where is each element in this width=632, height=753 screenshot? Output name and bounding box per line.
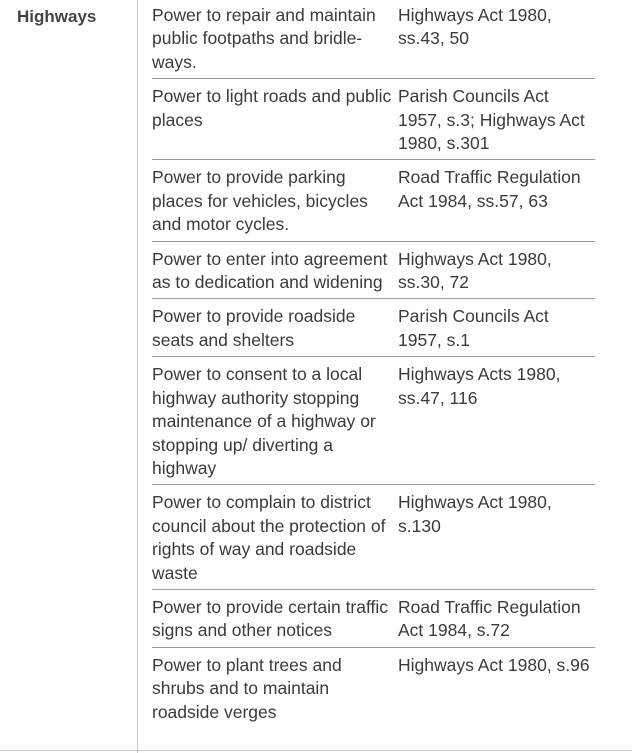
act-cell: Highways Act 1980, s.96	[398, 654, 590, 675]
column-divider	[137, 0, 138, 753]
power-cell: Power to provide parking places for vehicles, bicycles and motor cycles.	[152, 167, 368, 235]
power-cell: Power to consent to a local highway authority stopping maintenance of a highway or stopping up/ diverting a highway	[152, 364, 376, 478]
table-row	[152, 4, 595, 79]
act-cell: Highways Act 1980, s.130	[398, 492, 552, 536]
act-cell: Highways Act 1980, ss.30, 72	[398, 248, 552, 293]
table-row	[152, 363, 595, 485]
table-row	[152, 248, 595, 300]
act-cell: Parish Councils Act 1957, s.3; Highways Act 1980, s.301	[398, 86, 585, 154]
act-cell: Road Traffic Regulation Act 1984, ss.57, 63	[398, 167, 581, 211]
bottom-rule	[0, 750, 632, 751]
act-cell: Highways Acts 1980, ss.47, 116	[398, 364, 561, 408]
power-cell: Power to plant trees and shrubs and to maintain roadside verges	[152, 654, 342, 722]
powers-table	[152, 4, 595, 734]
table-row	[152, 85, 595, 160]
power-cell: Power to provide certain traffic signs and other notices	[152, 596, 389, 641]
power-cell: Power to provide roadside seats and shelters	[152, 306, 356, 350]
table-row	[152, 491, 595, 590]
power-cell: Power to complain to district council about the protection of rights of way and roadside waste	[152, 492, 386, 583]
power-cell: Power to light roads and public places	[152, 86, 392, 130]
table-row	[152, 166, 595, 241]
act-cell: Highways Act 1980, ss.43, 50	[398, 5, 552, 49]
act-cell: Road Traffic Regulation Act 1984, s.72	[398, 596, 581, 641]
table-row	[152, 305, 595, 357]
power-cell: Power to enter into agreement as to dedication and widening	[152, 248, 388, 293]
table-row	[152, 596, 595, 648]
section-label: Highways	[17, 7, 97, 26]
table-row	[152, 654, 595, 728]
power-cell: Power to repair and maintain public footpaths and bridle-ways.	[152, 5, 376, 72]
act-cell: Parish Councils Act 1957, s.1	[398, 306, 549, 350]
